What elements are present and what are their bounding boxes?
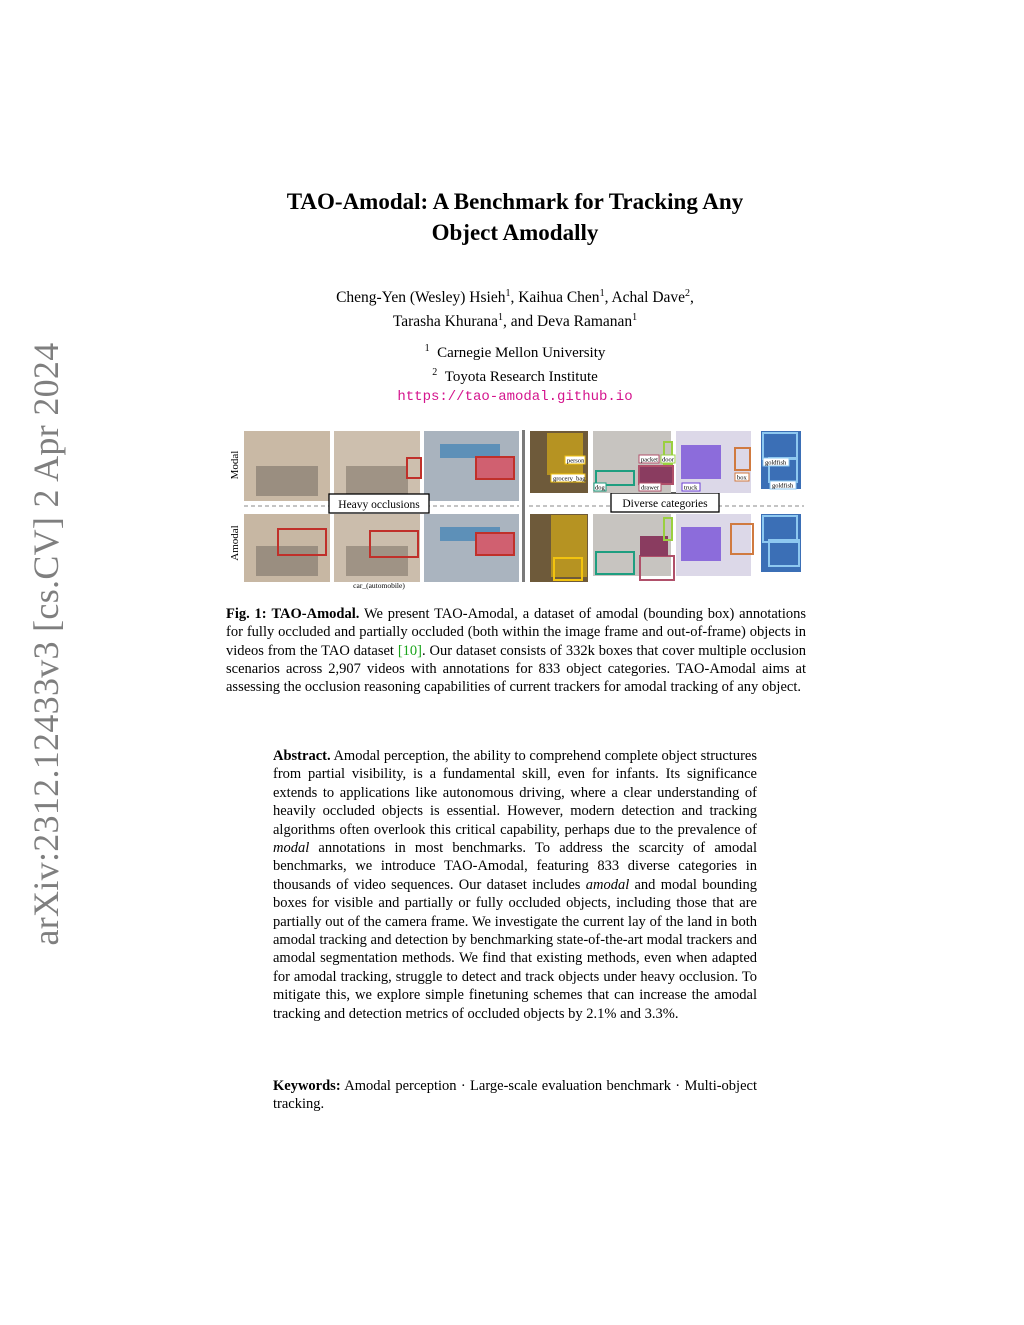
frame-thumbnail — [346, 466, 408, 496]
modal-box — [548, 434, 582, 474]
author-line-1 — [230, 284, 800, 308]
modal-box — [639, 466, 673, 484]
caption-label: Fig. 1: — [226, 606, 267, 622]
keywords-label: Keywords: — [273, 1078, 341, 1094]
affiliation-2: $^2$ Toyota Research Institute — [432, 367, 598, 385]
project-url-row — [230, 387, 800, 407]
amodal-box — [682, 528, 720, 560]
author-affil-mark: 1 — [505, 288, 511, 299]
tag-goldfish: goldfish — [765, 459, 787, 467]
amodal-box — [552, 516, 586, 576]
row-label-amodal: Amodal — [229, 525, 241, 561]
arxiv-stamp — [20, 342, 72, 946]
tag-drawer: drawer — [641, 484, 660, 492]
author-affil-mark: 2 — [685, 288, 691, 299]
affiliation-1: $^1$ Carnegie Mellon University — [424, 343, 606, 361]
author-line-2 — [230, 308, 800, 332]
keywords — [273, 1077, 757, 1114]
abstract-text: annotations in most benchmarks. To address the scarcity of amodal benchmarks, we introduce TAO-Amodal, featuring 833 diverse categories in thousands of video sequences. Our dataset includes — [273, 840, 757, 893]
frame-thumbnail — [256, 466, 318, 496]
author-affil-mark: 1 — [632, 312, 638, 324]
title-line-2: Object Amodally — [431, 220, 599, 245]
figure-1 — [226, 428, 806, 593]
tag-dog: dog — [595, 484, 605, 492]
caption-text: We present TAO-Amodal, a dataset of amodal (bounding box) annotations for fully occluded and partially occluded (both within the image frame and out-of-frame) objects in videos from the TAO dataset — [226, 606, 807, 659]
keywords-text: Amodal perception · Large-scale evaluation benchmark · Multi-object tracking. — [273, 1078, 757, 1113]
abstract-text: Amodal perception, the ability to comprehend complete object structures from partial visibility, is a fundamental skill, even for infants. Its significance extends to applications like autonomous driving, where a clear understanding of heavily occluded objects is essential. However, modern detection and tracking algorithms often overlook this critical capability, perhaps due to the prevalence of — [273, 748, 757, 838]
citation-link[interactable]: [10] — [397, 642, 423, 659]
paper-title — [230, 186, 800, 248]
amodal-box — [476, 533, 514, 555]
frame-thumbnail — [256, 546, 318, 576]
caption-title: TAO-Amodal. — [271, 606, 360, 622]
tag-grocery-bag: grocery_bag — [553, 475, 586, 483]
author-separator: , — [690, 289, 694, 307]
figure-1-illustration — [226, 428, 806, 593]
tag-person: person — [567, 457, 585, 465]
row-label-modal: Modal — [229, 450, 241, 480]
project-url-link[interactable]: https://tao-amodal.github.io — [397, 389, 633, 405]
banner-heavy-occlusions-text: Heavy occlusions — [338, 499, 420, 511]
author-name: Tarasha Khurana — [392, 313, 499, 331]
abstract-label: Abstract. — [273, 748, 331, 764]
modal-box — [476, 457, 514, 479]
author-name: , Achal Dave — [604, 289, 686, 307]
title-line-1: TAO-Amodal: A Benchmark for Tracking Any — [286, 189, 744, 214]
tag-truck: truck — [684, 484, 698, 492]
abstract — [273, 747, 757, 1023]
frame-thumbnail — [346, 546, 408, 576]
panel-divider — [522, 430, 525, 582]
author-affil-mark: 1 — [498, 312, 504, 324]
modal-box — [682, 446, 720, 478]
tag-packet: packet — [641, 456, 658, 464]
banner-diverse-categories-text: Diverse categories — [622, 498, 708, 510]
frame-thumbnail — [440, 444, 500, 458]
affiliations — [230, 339, 800, 407]
abstract-text: and modal bounding boxes for visible and partially or fully occluded objects, including those that are partially out of the camera frame. We investigate the current lay of the land in both amodal tracking and detection by benchmarking state-of-the-art modal trackers and amodal segmentation methods. We find that existing methods, even when adapted for amodal tracking, struggle to detect and track objects under heavy occlusion. To mitigate this, we explore simple finetuning schemes that can increase the amodal tracking and detection metrics of occluded objects by 2.1% and 3.3%. — [273, 876, 757, 1022]
arxiv-identifier: arXiv:2312.12433v3 [cs.CV] 2 Apr 2024 — [26, 342, 66, 946]
caption-text: . Our dataset consists of 332k boxes that cover multiple occlusion scenarios across 2,907 videos with annotations for 833 object categories. TAO-Amodal aims at assessing the occlusion reasoning capabilities of current trackers for amodal tracking of any object. — [226, 642, 806, 696]
figure-caption — [226, 605, 806, 696]
author-name: Cheng-Yen (Wesley) Hsieh — [336, 289, 506, 307]
author-list — [230, 284, 800, 332]
category-label-car: car_(automobile) — [353, 581, 405, 590]
tag-box-label: box — [737, 474, 747, 482]
abstract-emphasis: amodal — [585, 876, 630, 893]
tag-door: door — [662, 456, 674, 464]
author-name: , and Deva Ramanan — [503, 313, 633, 331]
author-affil-mark: 1 — [599, 288, 605, 299]
abstract-emphasis: modal — [273, 840, 310, 857]
author-name: , Kaihua Chen — [510, 289, 600, 307]
tag-goldfish: goldfish — [772, 482, 794, 490]
